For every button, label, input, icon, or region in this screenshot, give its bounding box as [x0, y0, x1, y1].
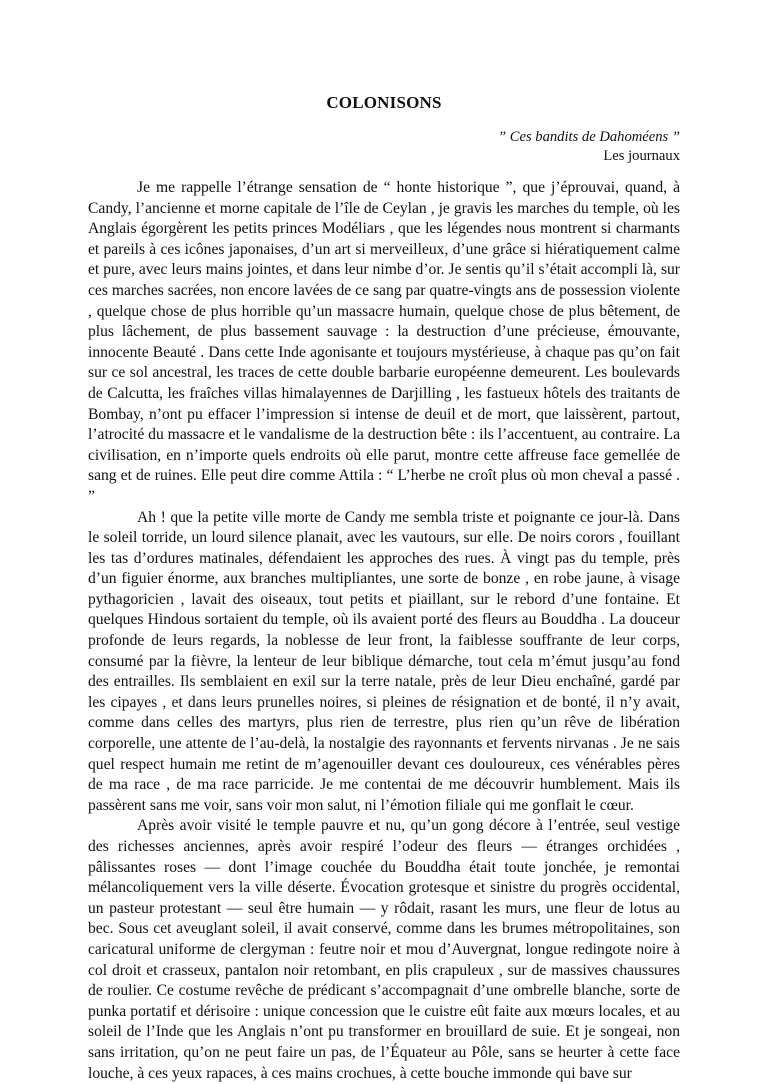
epigraph [88, 128, 680, 166]
paragraph-3: Après avoir visité le temple pauvre et nu, qu’un gong décore à l’entrée, seul vestige des richesses anciennes, après avoir respiré l’odeur des fleurs — étranges orchidées , pâlissantes roses — dont l’image couchée du Bouddha était toute jonchée, je remontai mélancoliquement vers la ville déserte. Évocation grotesque et sinistre du progrès occidental, un pasteur protestant — seul être humain — y rôdait, rasant les murs, une fleur de lotus au bec. Sous cet aveuglant soleil, il avait conservé, comme dans les brumes métropolitaines, son caricatural uniforme de clergyman : feutre noir et mou d’Auvergnat, longue redingote noire à col droit et crasseux, pantalon noir retombant, en plis crapuleux , sur de massives chaussures de roulier. Ce costume revêche de prédicant s’accompagnait d’une ombrelle blanche, sorte de punka portatif et dérisoire : unique concession que le cuistre eût faite aux mœurs locales, et au soleil de l’Inde que les Anglais n’ont pu transformer en brouillard de suie. Et je songeai, non sans irritation, qu’on ne peut faire un pas, de l’Équateur au Pôle, sans se heurter à cette face louche, à ces yeux rapaces, à ces mains crochues, à cette bouche immonde qui bave sur [88, 817, 680, 1082]
body-text [88, 178, 680, 1084]
epigraph-source: Les journaux [603, 148, 680, 164]
epigraph-quote: ” Ces bandits de Dahoméens ” [497, 129, 680, 145]
paragraph-1: Je me rappelle l’étrange sensation de “ honte historique ”, que j’éprouvai, quand, à Candy, l’ancienne et morne capitale de l’île de Ceylan , je gravis les marches du temple, où les Anglais égorgèrent les petits princes Modéliars , que les légendes nous montrent si charmants et pareils à ces icônes japonaises, d’un art si merveilleux, d’une grâce si hiératiquement calme et pure, avec leurs mains jointes, et dans leur nimbe d’or. Je sentis qu’il s’était accompli là, sur ces marches sacrées, non encore lavées de ce sang par quatre-vingts ans de possession violente , quelque chose de plus horrible qu’un massacre humain, quelque chose de plus bêtement, de plus lâchement, de plus bassement sauvage : la destruction d’une précieuse, émouvante, innocente Beauté . Dans cette Inde agonisante et toujours mystérieuse, à chaque pas qu’on fait sur ce sol ancestral, les traces de cette double barbarie européenne demeurent. Les boulevards de Calcutta, les fraîches villas himalayennes de Darjilling , les fastueux hôtels des traitants de Bombay, n’ont pu effacer l’impression si intense de deuil et de mort, que laissèrent, partout, l’atrocité du massacre et le vandalisme de la destruction bête : ils l’accentuent, au contraire. La civilisation, en n’importe quels endroits où elle parut, montre cette affreuse face gemellée de sang et de ruines. Elle peut dire comme Attila : “ L’herbe ne croît plus où mon cheval a passé . ” [88, 179, 680, 505]
chapter-title: COLONISONS [326, 93, 442, 112]
paragraph-2: Ah ! que la petite ville morte de Candy me sembla triste et poignante ce jour-là. Dans le soleil torride, un lourd silence planait, avec les vautours, sur elle. De noirs corors , fouillant les tas d’ordures matinales, défendaient les approches des rues. À vingt pas du temple, près d’un figuier énorme, aux branches multipliantes, une sorte de bonze , en robe jaune, à visage pythagoricien , lavait des oiseaux, tout petits et piaillant, sur le rebord d’une fontaine. Et quelques Hindous sortaient du temple, où ils avaient porté des fleurs au Bouddha . La douceur profonde de leurs regards, la noblesse de leur front, la faiblesse souffrante de leur corps, consumé par la fièvre, la lenteur de leur biblique démarche, tout cela m’émut jusqu’au fond des entrailles. Ils semblaient en exil sur la terre natale, près de leur Dieu enchaîné, gardé par les cipayes , et dans leurs prunelles noires, si pleines de résignation et de bonté, il n’y avait, comme dans celles des martyrs, plus rien de terrestre, plus rien qu’un rêve de libération corporelle, une attente de l’au-delà, la nostalgie des rayonnants et fervents nirvanas . Je ne sais quel respect humain me retint de m’agenouiller devant ces douloureux, ces vénérables pères de ma race , de ma race parricide. Je me contentai de me découvrir humblement. Mais ils passèrent sans me voir, sans voir mon salut, ni l’émotion filiale qui me gonflait le cœur. [88, 508, 680, 814]
